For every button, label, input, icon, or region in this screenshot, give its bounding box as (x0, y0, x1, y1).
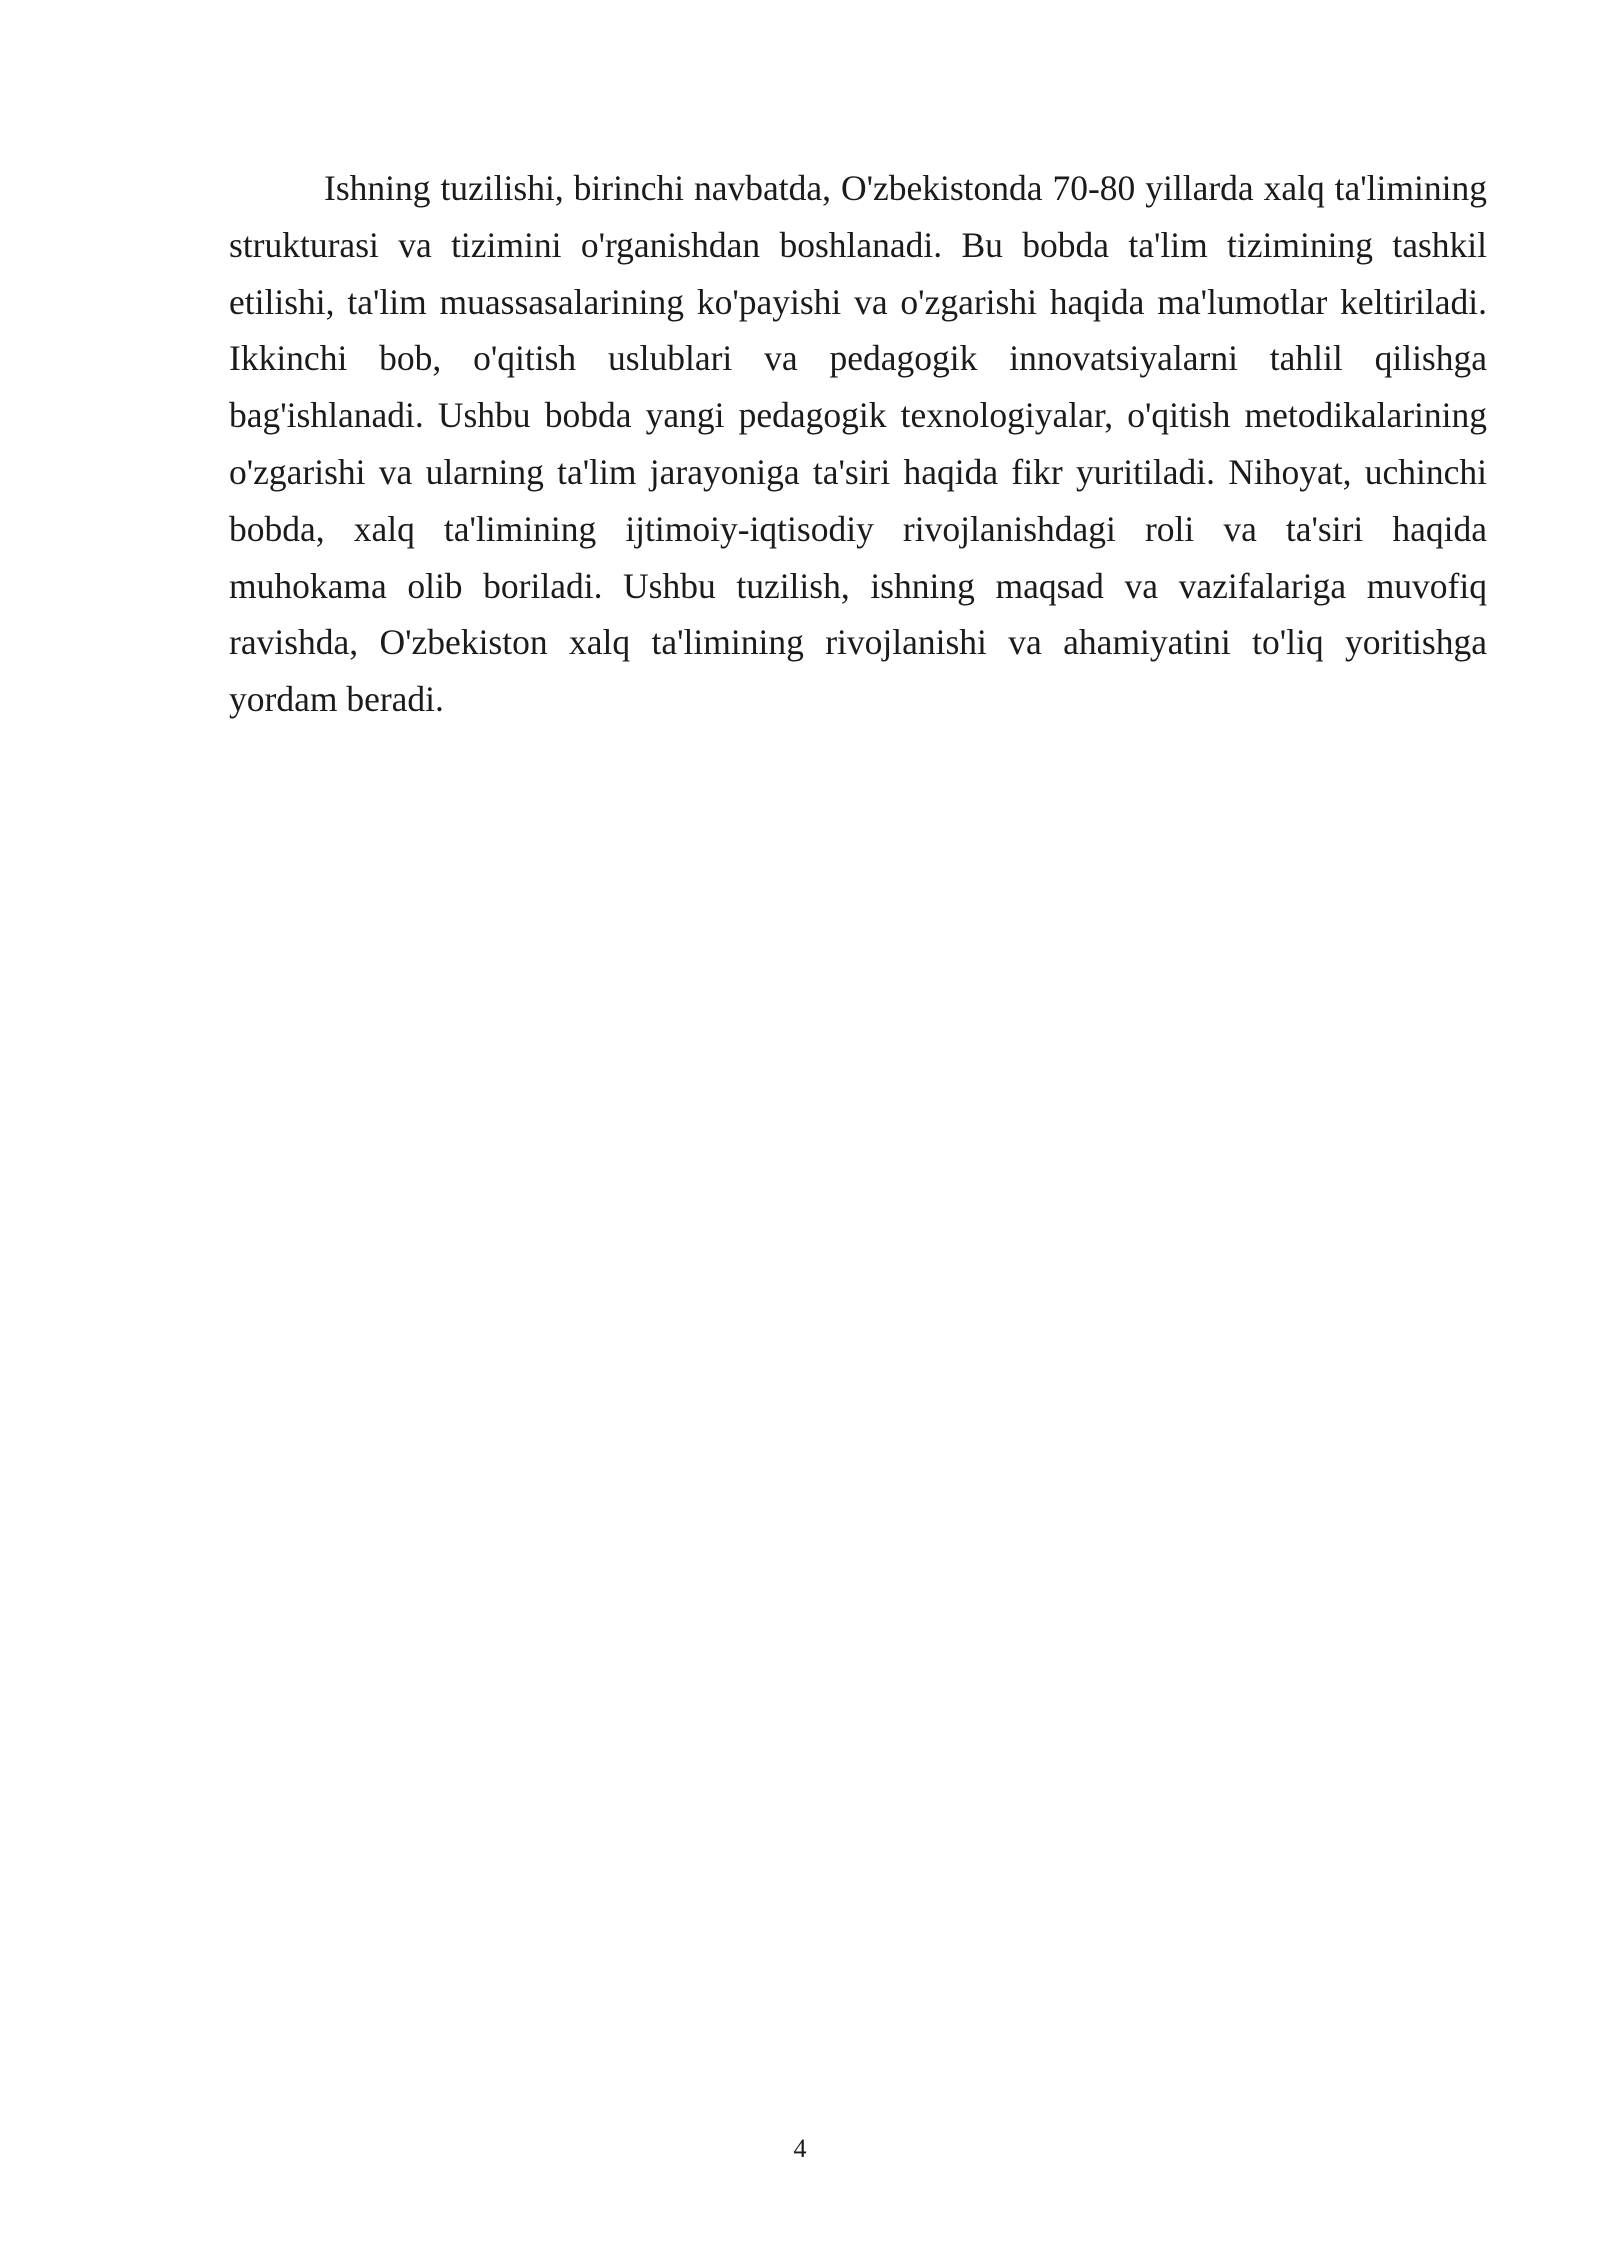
page-number: 4 (793, 2134, 807, 2163)
body-paragraph: Ishning tuzilishi, birinchi navbatda, O'zbekistonda 70-80 yillarda xalq ta'limining strukturasi va tizimini o'rganishdan boshlanadi. Bu bobda ta'lim tizimining tashkil etilishi, ta'lim muassasalarining ko'payishi va o'zgarishi haqida ma'lumotlar keltiriladi. Ikkinchi bob, o'qitish uslublari va pedagogik innovatsiyalarni tahlil qilishga bag'ishlanadi. Ushbu bobda yangi pedagogik texnologiyalar, o'qitish metodikalarining o'zgarishi va ularning ta'lim jarayoniga ta'siri haqida fikr yuritiladi. Nihoyat, uchinchi bobda, xalq ta'limining ijtimoiy-iqtisodiy rivojlanishdagi roli va ta'siri haqida muhokama olib boriladi. Ushbu tuzilish, ishning maqsad va vazifalariga muvofiq ravishda, O'zbekiston xalq ta'limining rivojlanishi va ahamiyatini to'liq yoritishga yordam beradi. (229, 168, 1487, 720)
